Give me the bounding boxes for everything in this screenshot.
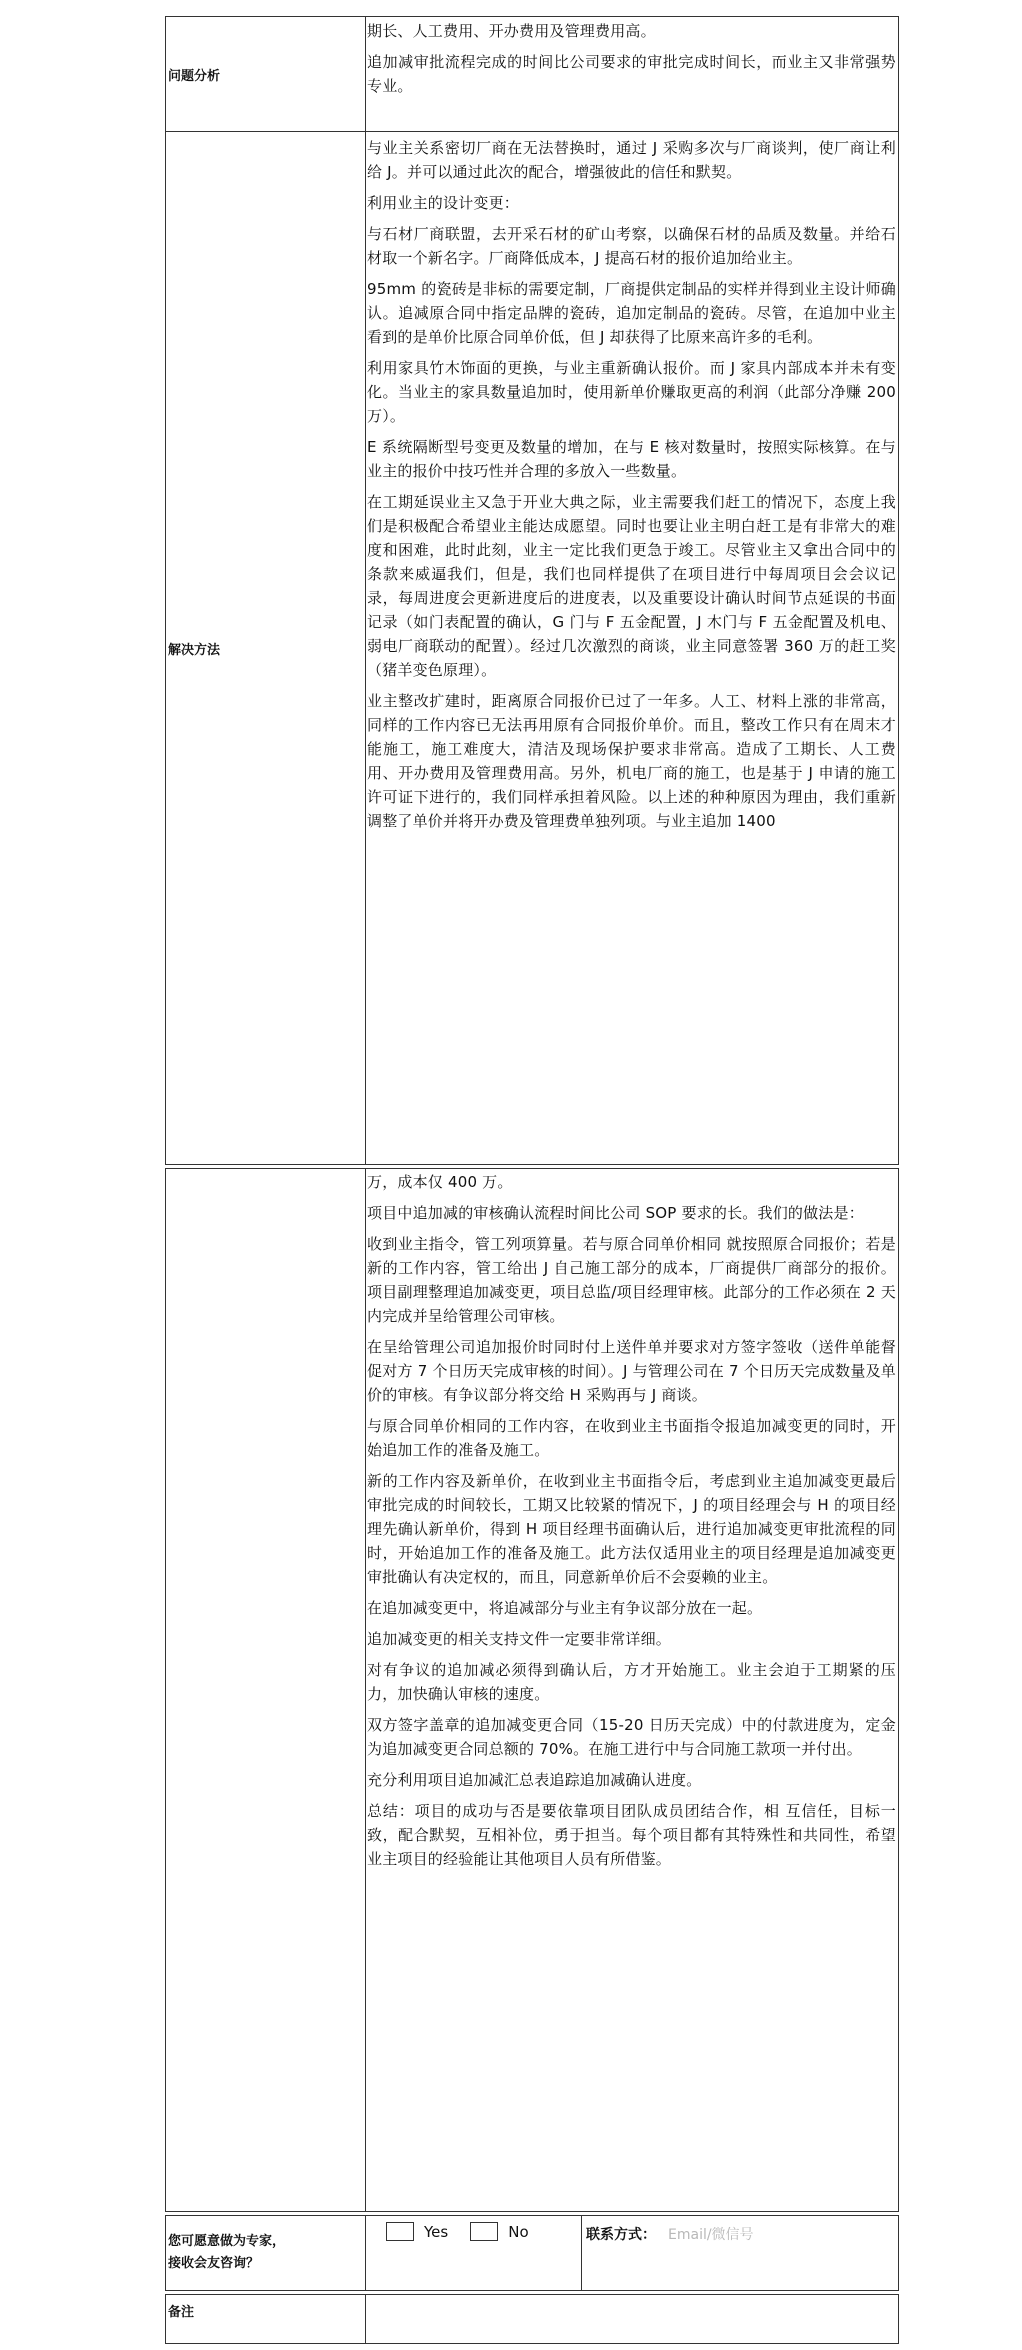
yes-label: Yes <box>424 2222 449 2241</box>
remarks-row <box>165 2294 899 2344</box>
remarks-field[interactable] <box>366 2295 898 2343</box>
remarks-label: 备注 <box>166 2295 366 2343</box>
paragraph: 追加减审批流程完成的时间比公司要求的审批完成时间长，而业主又非常强势专业。 <box>367 53 896 95</box>
paragraph: 充分利用项目追加减汇总表追踪追加减确认进度。 <box>367 1771 702 1789</box>
problem-analysis-row <box>165 16 899 132</box>
yes-option[interactable] <box>386 2222 448 2241</box>
solution-content <box>366 132 898 1164</box>
contact-cell <box>582 2216 898 2290</box>
problem-analysis-content <box>366 17 898 131</box>
paragraph: 95mm 的瓷砖是非标的需要定制，厂商提供定制品的实样并得到业主设计师确认。追减原合同中指定品牌的瓷砖，追加定制品的瓷砖。尽管，在追加中业主看到的是单价比原合同单价低，但 J 却获得了比原来高许多的毛利。 <box>367 280 896 346</box>
problem-analysis-label: 问题分析 <box>166 17 366 131</box>
solution-continued-content <box>366 1169 898 2211</box>
no-option[interactable] <box>470 2222 528 2241</box>
solution-continued-row <box>165 1168 899 2212</box>
paragraph: 与业主关系密切厂商在无法替换时，通过 J 采购多次与厂商谈判，使厂商让利给 J。并可以通过此次的配合，增强彼此的信任和默契。 <box>367 139 896 181</box>
no-label: No <box>508 2222 529 2241</box>
paragraph: 与石材厂商联盟，去开采石材的矿山考察，以确保石材的品质及数量。并给石材取一个新名字。厂商降低成本，J 提高石材的报价追加给业主。 <box>367 225 896 267</box>
paragraph: 在追加减变更中，将追减部分与业主有争议部分放在一起。 <box>367 1599 763 1617</box>
expert-question-line2: 接收会友咨询？ <box>168 2256 260 2271</box>
expert-options <box>366 2216 582 2290</box>
yes-checkbox[interactable] <box>386 2222 414 2241</box>
contact-label: 联系方式： <box>586 2227 656 2243</box>
paragraph: 期长、人工费用、开办费用及管理费用高。 <box>367 22 656 40</box>
paragraph: E 系统隔断型号变更及数量的增加，在与 E 核对数量时，按照实际核算。在与业主的报价中技巧性并合理的多放入一些数量。 <box>367 438 896 480</box>
paragraph: 利用业主的设计变更： <box>367 194 520 212</box>
expert-question-line1: 您可愿意做为专家， <box>168 2234 286 2249</box>
paragraph: 项目中追加减的审核确认流程时间比公司 SOP 要求的长。我们的做法是： <box>367 1204 864 1222</box>
paragraph: 追加减变更的相关支持文件一定要非常详细。 <box>367 1630 672 1648</box>
paragraph: 对有争议的追加减必须得到确认后，方才开始施工。业主会迫于工期紧的压力，加快确认审核的速度。 <box>367 1661 896 1703</box>
solution-row <box>165 132 899 1165</box>
paragraph: 利用家具竹木饰面的更换，与业主重新确认报价。而 J 家具内部成本并未有变化。当业主的家具数量追加时，使用新单价赚取更高的利润（此部分净赚 200 万）。 <box>367 359 896 425</box>
paragraph: 与原合同单价相同的工作内容，在收到业主书面指令报追加减变更的同时，开始追加工作的准备及施工。 <box>367 1417 896 1459</box>
case-study-sheet <box>165 16 899 2344</box>
continued-label-cell <box>166 1169 366 2211</box>
paragraph: 新的工作内容及新单价，在收到业主书面指令后，考虑到业主追加减变更最后审批完成的时间较长，工期又比较紧的情况下，J 的项目经理会与 H 的项目经理先确认新单价，得到 H 项目经理书面确认后，进行追加减变更审批流程的同时，开始追加工作的准备及施工。此方法仅适用业主的项目经理是追加减变更审批确认有决定权的，而且，同意新单价后不会耍赖的业主。 <box>367 1472 896 1586</box>
solution-label: 解决方法 <box>166 132 366 1164</box>
paragraph: 总结：项目的成功与否是要依靠项目团队成员团结合作，相 互信任，目标一致，配合默契，互相补位，勇于担当。每个项目都有其特殊性和共同性，希望业主项目的经验能让其他项目人员有所借鉴。 <box>367 1802 896 1868</box>
no-checkbox[interactable] <box>470 2222 498 2241</box>
paragraph: 在呈给管理公司追加报价时同时付上送件单并要求对方签字签收（送件单能督促对方 7 个日历天完成审核的时间）。J 与管理公司在 7 个日历天完成数量及单价的审核。有争议部分将交给 H 采购再与 J 商谈。 <box>367 1338 896 1404</box>
paragraph: 万，成本仅 400 万。 <box>367 1173 513 1191</box>
paragraph: 业主整改扩建时，距离原合同报价已过了一年多。人工、材料上涨的非常高，同样的工作内容已无法再用原有合同报价单价。而且，整改工作只有在周末才能施工，施工难度大，清洁及现场保护要求非常高。造成了工期长、人工费用、开办费用及管理费用高。另外，机电厂商的施工，也是基于 J 申请的施工许可证下进行的，我们同样承担着风险。以上述的种种原因为理由，我们重新调整了单价并将开办费及管理费单独列项。与业主追加 1400 <box>367 692 896 830</box>
expert-consult-row <box>165 2215 899 2291</box>
paragraph: 双方签字盖章的追加减变更合同（15-20 日历天完成）中的付款进度为，定金为追加减变更合同总额的 70%。在施工进行中与合同施工款项一并付出。 <box>367 1716 896 1758</box>
paragraph: 在工期延误业主又急于开业大典之际，业主需要我们赶工的情况下，态度上我们是积极配合希望业主能达成愿望。同时也要让业主明白赶工是有非常大的难度和困难，此时此刻，业主一定比我们更急于竣工。尽管业主又拿出合同中的条款来威逼我们，但是，我们也同样提供了在项目进行中每周项目会会议记录，每周进度会更新进度后的进度表，以及重要设计确认时间节点延误的书面记录（如门表配置的确认，G 门与 F 五金配置，J 木门与 F 五金配置及机电、弱电厂商联动的配置）。经过几次激烈的商谈，业主同意签署 360 万的赶工奖（猪羊变色原理）。 <box>367 493 896 679</box>
contact-input[interactable]: Email/微信号 <box>668 2227 754 2243</box>
expert-question-label <box>166 2216 366 2290</box>
paragraph: 收到业主指令，管工列项算量。若与原合同单价相同 就按照原合同报价；若是新的工作内容，管工给出 J 自己施工部分的成本，厂商提供厂商部分的报价。项目副理整理追加减变更，项目总监/项目经理审核。此部分的工作必须在 2 天内完成并呈给管理公司审核。 <box>367 1235 896 1325</box>
